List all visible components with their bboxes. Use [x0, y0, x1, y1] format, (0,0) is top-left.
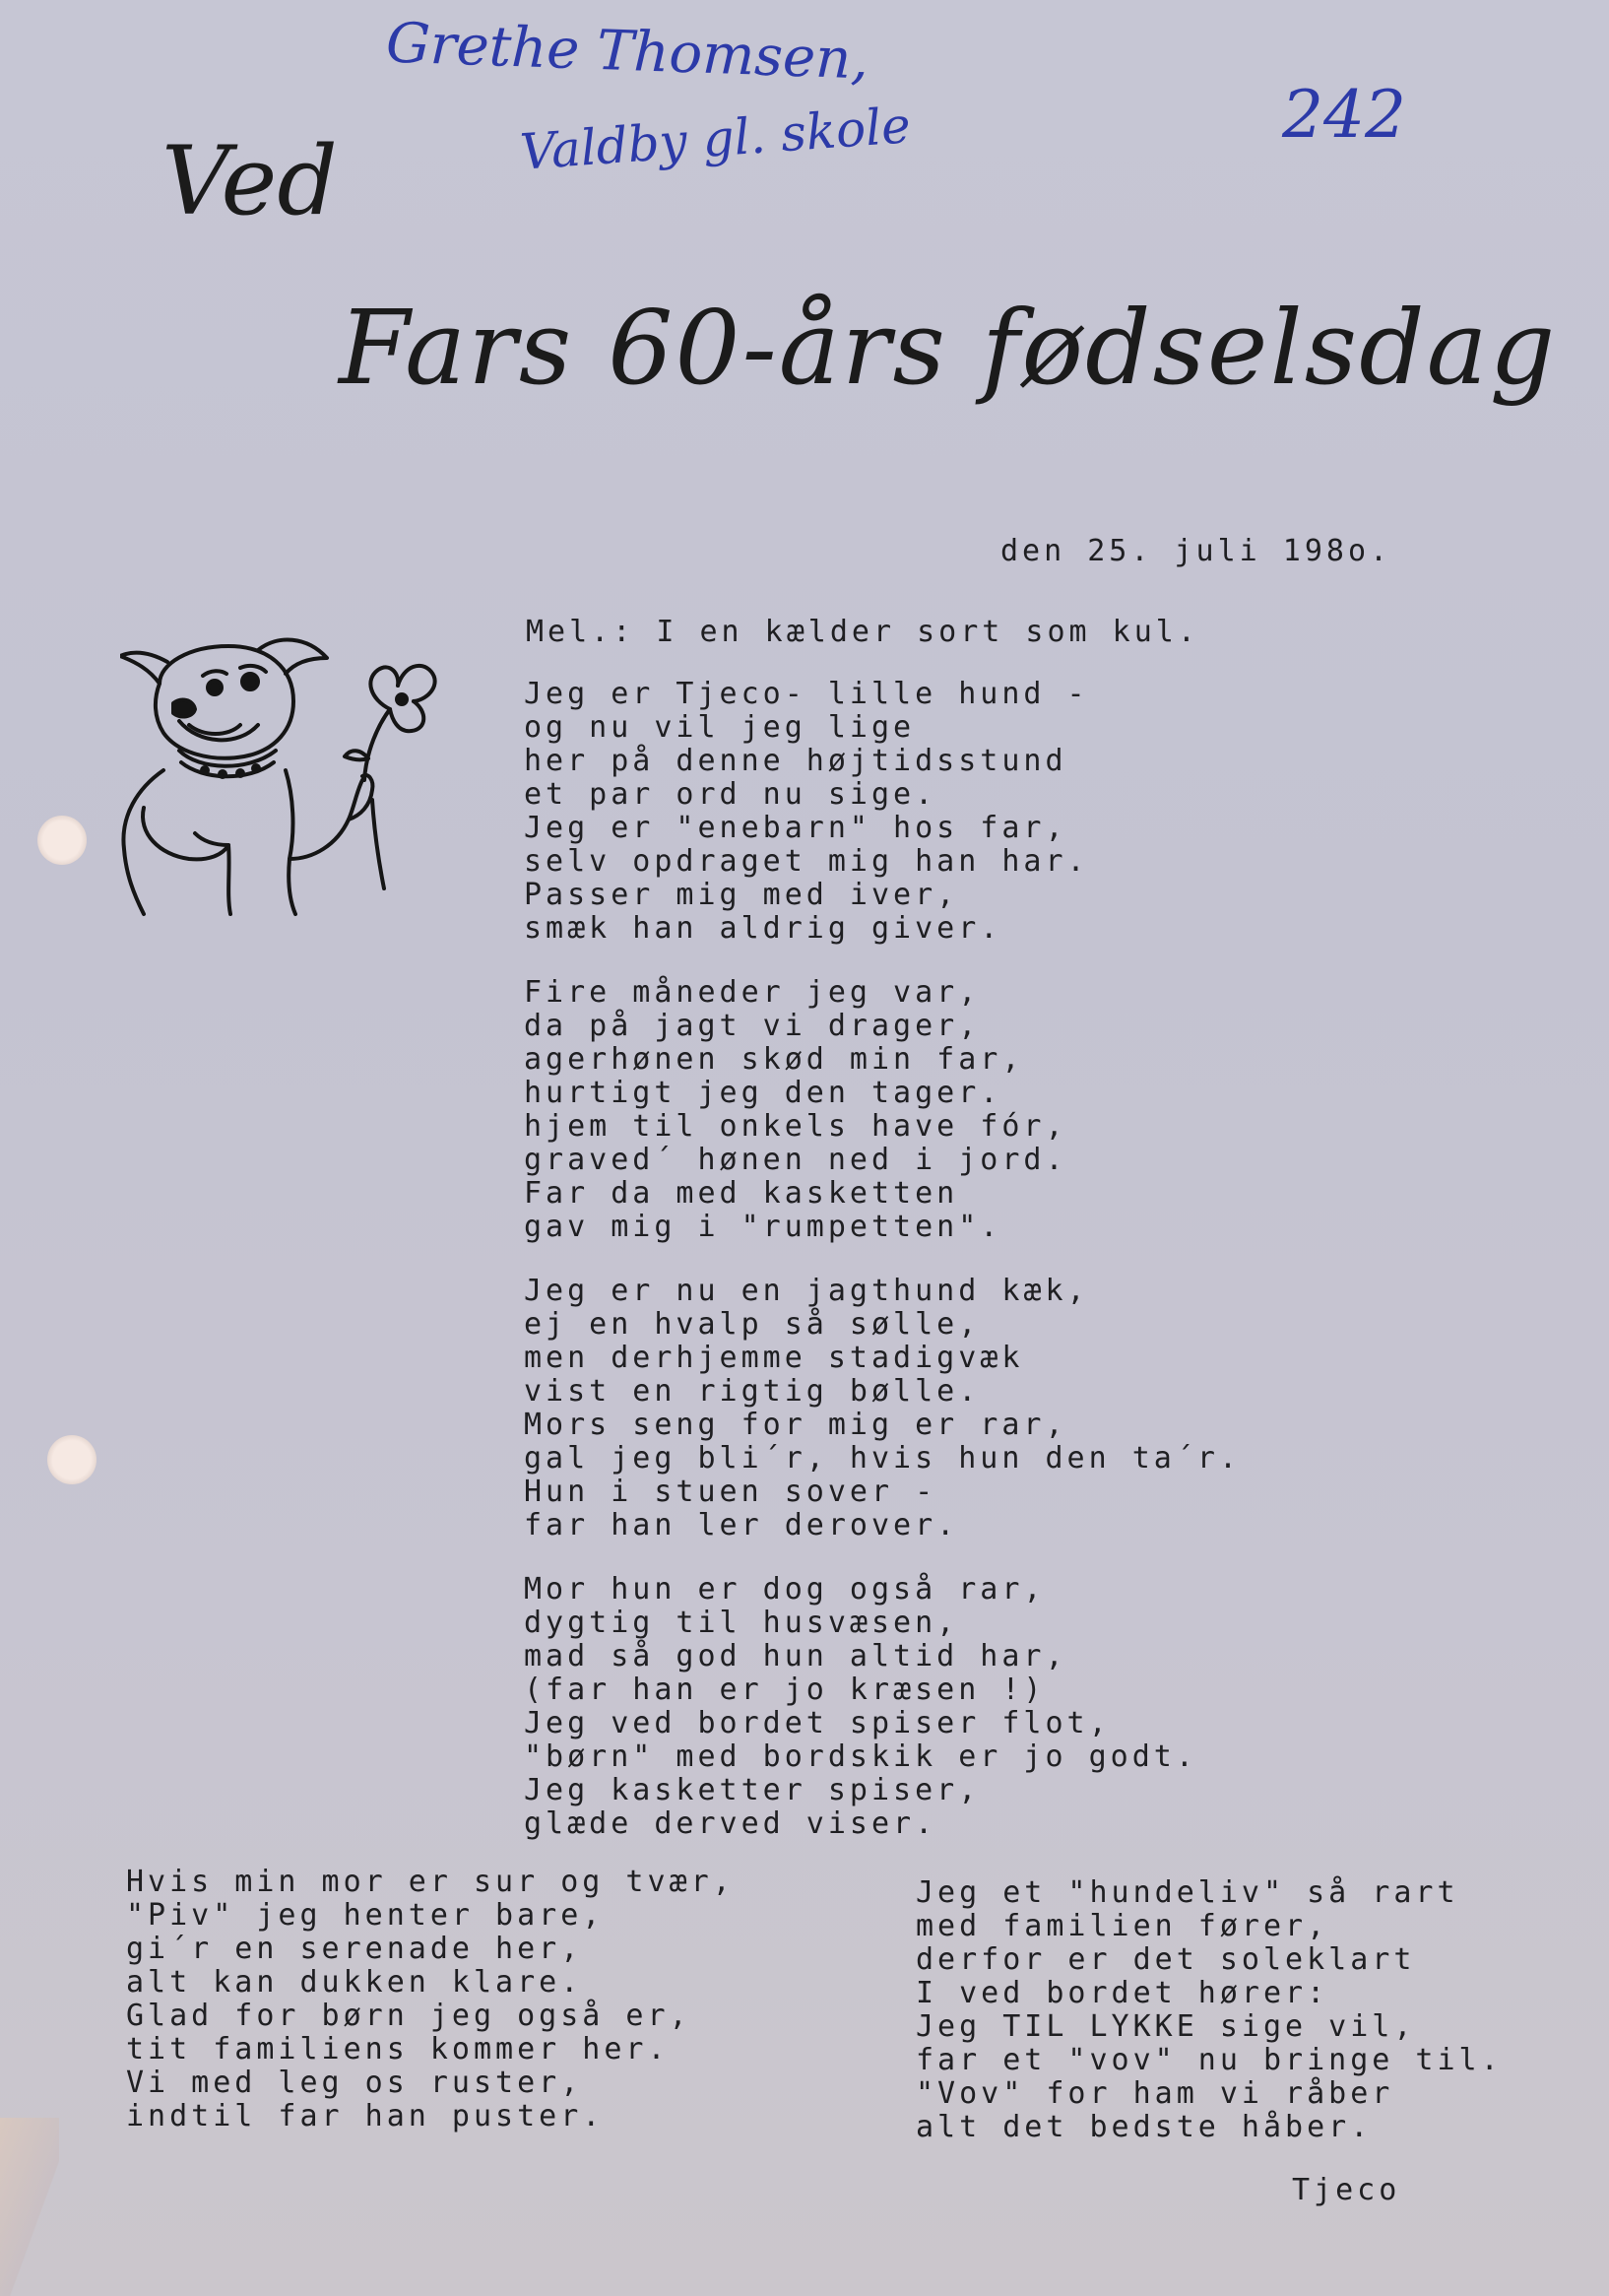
- verse-line: far han ler derover.: [524, 1508, 959, 1542]
- verse-line: et par ord nu sige.: [524, 777, 937, 812]
- verse-line: Jeg ved bordet spiser flot,: [524, 1706, 1111, 1740]
- page-title: Fars 60-års fødselsdag: [339, 288, 1558, 408]
- verse-line: Mors seng for mig er rar,: [524, 1408, 1067, 1442]
- verse-line: (far han er jo kræsen !): [524, 1673, 1046, 1707]
- stanza-2: [524, 976, 1067, 1244]
- stanza-1: [524, 678, 1089, 946]
- verse-line: med familien fører,: [916, 1909, 1329, 1943]
- verse-line: gal jeg bli´r, hvis hun den ta´r.: [524, 1441, 1242, 1476]
- verse-line: Far da med kasketten: [524, 1176, 959, 1211]
- verse-line: far et "vov" nu bringe til.: [916, 2043, 1503, 2077]
- punch-hole-upper: [37, 816, 87, 865]
- verse-line: men derhjemme stadigvæk: [524, 1341, 1024, 1375]
- verse-line: hurtigt jeg den tager.: [524, 1076, 1002, 1110]
- signature: Tjeco: [1292, 2173, 1401, 2207]
- verse-line: graved´ hønen ned i jord.: [524, 1143, 1067, 1177]
- verse-line: "børn" med bordskik er jo godt.: [524, 1739, 1197, 1774]
- verse-line: tit familiens kommer her.: [126, 2032, 670, 2066]
- verse-line: Hvis min mor er sur og tvær,: [126, 1865, 735, 1899]
- verse-line: "Piv" jeg henter bare,: [126, 1898, 605, 1933]
- verse-line: I ved bordet hører:: [916, 1976, 1329, 2010]
- verse-line: glæde derved viser.: [524, 1806, 937, 1841]
- verse-line: vist en rigtig bølle.: [524, 1374, 981, 1409]
- punch-hole-lower: [47, 1435, 97, 1484]
- verse-line: og nu vil jeg lige: [524, 710, 916, 745]
- stanza-3: [524, 1275, 1241, 1542]
- verse-line: hjem til onkels have fór,: [524, 1109, 1067, 1144]
- verse-line: Jeg er nu en jagthund kæk,: [524, 1274, 1089, 1308]
- verse-line: selv opdraget mig han har.: [524, 844, 1089, 879]
- verse-line: gi´r en serenade her,: [126, 1932, 583, 1966]
- torn-corner: [0, 2118, 59, 2296]
- verse-line: Mor hun er dog også rar,: [524, 1572, 1046, 1607]
- verse-line: alt kan dukken klare.: [126, 1965, 583, 2000]
- verse-line: her på denne højtidsstund: [524, 744, 1067, 778]
- stanza-5: [126, 1866, 735, 2133]
- handwritten-name: Grethe Thomsen,: [385, 11, 870, 93]
- verse-line: Jeg er Tjeco- lille hund -: [524, 677, 1089, 711]
- dog-with-flower-icon: [120, 623, 465, 918]
- verse-line: alt det bedste håber.: [916, 2110, 1373, 2144]
- verse-line: Glad for børn jeg også er,: [126, 1999, 691, 2033]
- verse-line: indtil far han puster.: [126, 2099, 605, 2133]
- verse-line: "Vov" for ham vi råber: [916, 2076, 1394, 2111]
- verse-line: gav mig i "rumpetten".: [524, 1210, 1002, 1244]
- verse-line: Jeg TIL LYKKE sige vil,: [916, 2009, 1416, 2044]
- verse-line: smæk han aldrig giver.: [524, 911, 1002, 946]
- stanza-6: [916, 1876, 1503, 2144]
- verse-line: derfor er det soleklart: [916, 1942, 1416, 1977]
- verse-line: Hun i stuen sover -: [524, 1475, 937, 1509]
- melody-line: Mel.: I en kælder sort som kul.: [526, 615, 1199, 649]
- verse-line: Jeg et "hundeliv" så rart: [916, 1875, 1459, 1910]
- stanza-4: [524, 1573, 1197, 1841]
- verse-line: Vi med leg os ruster,: [126, 2066, 583, 2100]
- verse-line: Passer mig med iver,: [524, 878, 959, 912]
- verse-line: Jeg kasketter spiser,: [524, 1773, 981, 1807]
- handwritten-place: Valdby gl. skole: [518, 97, 913, 181]
- verse-line: da på jagt vi drager,: [524, 1009, 981, 1043]
- title-ved: Ved: [161, 126, 338, 236]
- verse-line: mad så god hun altid har,: [524, 1639, 1067, 1673]
- verse-line: Fire måneder jeg var,: [524, 975, 981, 1010]
- verse-line: Jeg er "enebarn" hos far,: [524, 811, 1067, 845]
- verse-line: ej en hvalp så sølle,: [524, 1307, 981, 1342]
- date-line: den 25. juli 198o.: [1000, 534, 1392, 568]
- verse-line: dygtig til husvæsen,: [524, 1606, 959, 1640]
- handwritten-number: 242: [1282, 77, 1406, 153]
- verse-line: agerhønen skød min far,: [524, 1042, 1024, 1077]
